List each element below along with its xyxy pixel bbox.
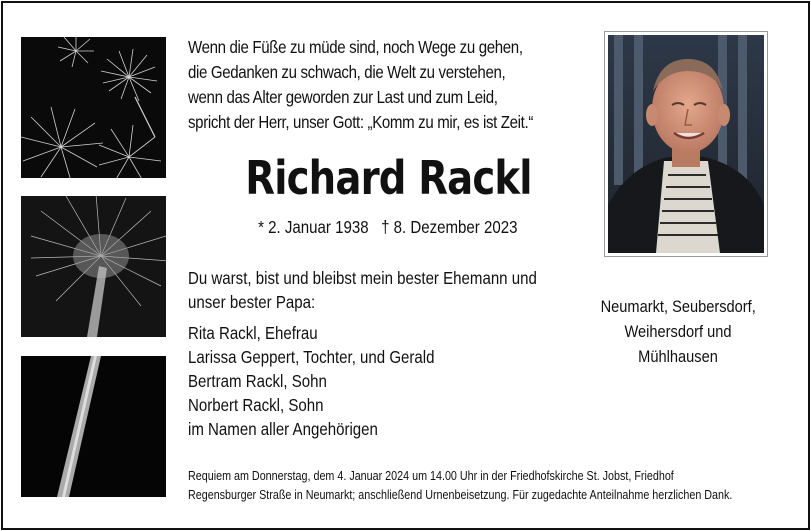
dedication-line: unser bester Papa:	[188, 292, 316, 312]
poem	[188, 35, 608, 135]
places	[588, 294, 768, 369]
life-dates: * 2. Januar 1938 † 8. Dezember 2023	[258, 217, 518, 237]
mourner-item: Rita Rackl, Ehefrau	[188, 323, 318, 343]
places-line: Mühlhausen	[638, 347, 718, 366]
dandelion-stem-photo	[21, 356, 166, 497]
requiem-line: Requiem am Donnerstag, dem 4. Januar 2024 um 14.00 Uhr in der Friedhofskirche St. Jobst, Friedhof	[188, 469, 674, 483]
requiem-line: Regensburger Straße in Neumarkt; anschließend Urnenbeisetzung. Für zugedachte Anteilnahme herzlichen Dank.	[188, 488, 733, 502]
mourner-item: im Namen aller Angehörigen	[188, 419, 378, 439]
obituary-card	[1, 1, 810, 530]
deceased-name: Richard Rackl	[244, 151, 532, 205]
portrait-photo	[604, 31, 768, 257]
requiem-notice	[188, 467, 798, 505]
poem-line: wenn das Alter geworden zur Last und zum Leid,	[188, 87, 498, 107]
poem-line: Wenn die Füße zu müde sind, noch Wege zu gehen,	[188, 37, 523, 57]
places-line: Neumarkt, Seubersdorf,	[600, 297, 756, 316]
poem-line: die Gedanken zu schwach, die Welt zu verstehen,	[188, 62, 506, 82]
mourner-item: Norbert Rackl, Sohn	[188, 395, 324, 415]
dedication-line: Du warst, bist und bleibst mein bester Ehemann und	[188, 268, 537, 288]
dandelion-clock-photo	[21, 196, 166, 337]
mourner-item: Bertram Rackl, Sohn	[188, 371, 327, 391]
poem-line: spricht der Herr, unser Gott: „Komm zu mir, es ist Zeit.“	[188, 112, 534, 132]
mourners-list	[188, 321, 588, 441]
places-line: Weihersdorf und	[624, 322, 732, 341]
dedication	[188, 266, 588, 314]
mourner-item: Larissa Geppert, Tochter, und Gerald	[188, 347, 435, 367]
dandelion-seeds-photo	[21, 37, 166, 178]
